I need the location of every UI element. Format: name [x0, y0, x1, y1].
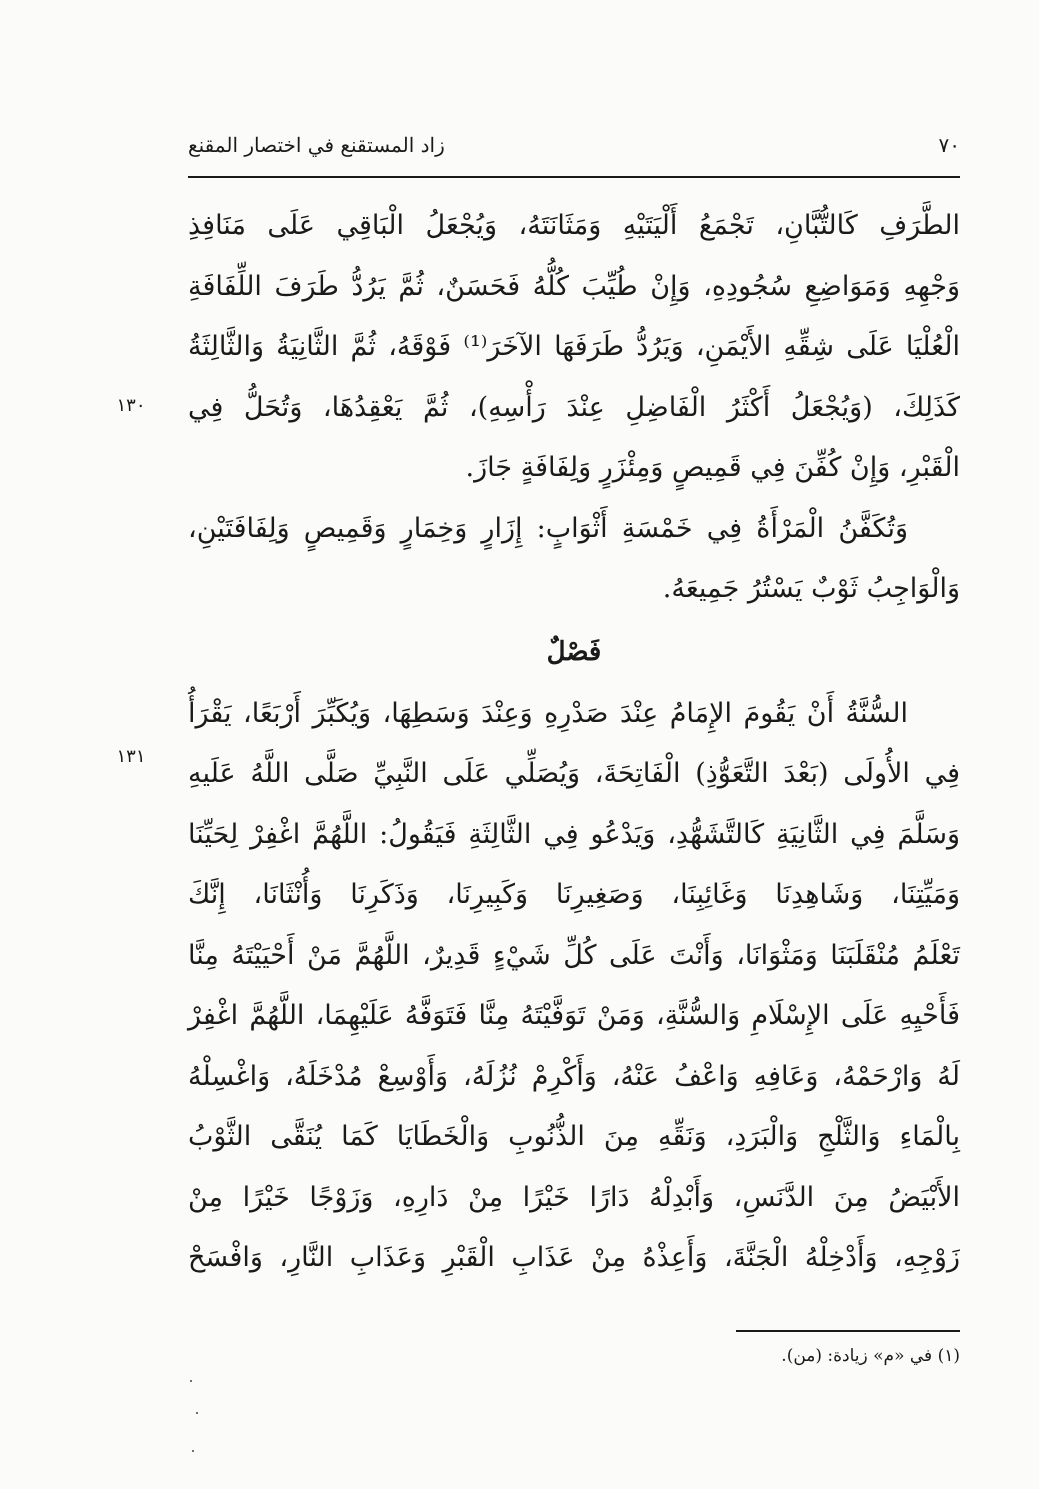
section-heading: فَصْلٌ: [546, 636, 602, 667]
footnote: (١) في «م» زيادة: (من).: [781, 1346, 960, 1366]
text-line: الْقَبْرِ، وَإِنْ كُفِّنَ فِي قَمِيصٍ وَمِئْزَرٍ وَلِفَافَةٍ جَازَ.: [465, 452, 960, 483]
scan-speck: [196, 1412, 198, 1414]
main-text: [188, 196, 960, 1289]
text-line: كَذَلِكَ، (وَيُجْعَلُ أَكْثَرُ الْفَاضِلِ عِنْدَ رَأْسِهِ)، ثُمَّ يَعْقِدُهَا، وَتُحَلُّ فِي: [188, 391, 960, 423]
text-line: فَأَحْيِهِ عَلَى الإِسْلَامِ وَالسُّنَّةِ، وَمَنْ تَوَفَّيْتَهُ مِنَّا فَتَوَفَّهُ عَلَيْهِمَا، اللَّهُمَّ اغْفِرْ: [188, 1000, 960, 1031]
text-line: لَهُ وَارْحَمْهُ، وَعَافِهِ وَاعْفُ عَنْهُ، وَأَكْرِمْ نُزُلَهُ، وَأَوْسِعْ مُدْخَلَهُ، وَاغْسِلْهُ: [188, 1060, 960, 1092]
page-number: ٧٠: [938, 133, 960, 157]
text-line: فِي الأُولَى (بَعْدَ التَّعَوُّذِ) الْفَاتِحَةَ، وَيُصَلِّي عَلَى النَّبِيِّ صَلَّى اللَّهُ عَلَيهِ: [188, 758, 960, 789]
text-line: وَتُكَفَّنُ الْمَرْأَةُ فِي خَمْسَةِ أَثْوَابٍ: إِزَارٍ وَخِمَارٍ وَقَمِيصٍ وَلِفَافَتَيْنِ،: [188, 512, 908, 544]
text-line: وَمَيِّتِنَا، وَشَاهِدِنَا وَغَائِبِنَا، وَصَغِيرِنَا وَكَبِيرِنَا، وَذَكَرِنَا وَأُنْثَانَا، إِنَّكَ: [188, 879, 960, 910]
text-line: الطَّرَفِ كَالتُّبَّانِ، تَجْمَعُ أَلْيَتَيْهِ وَمَثَانَتَهُ، وَيُجْعَلُ الْبَاقِي عَلَى مَنَافِذِ: [188, 210, 960, 241]
text-line: بِالْمَاءِ وَالثَّلْجِ وَالْبَرَدِ، وَنَقِّهِ مِنَ الذُّنُوبِ وَالْخَطَايَا كَمَا يُنَقَّى الثَّوْبُ: [188, 1121, 960, 1152]
scan-speck: [190, 1380, 192, 1382]
scan-speck: [192, 1450, 194, 1452]
text-line: الأَبْيَضُ مِنَ الدَّنَسِ، وَأَبْدِلْهُ دَارًا خَيْرًا مِنْ دَارِهِ، وَزَوْجًا خَيْرًا مِنْ: [188, 1181, 960, 1213]
text-line: تَعْلَمُ مُنْقَلَبَنَا وَمَثْوَانَا، وَأَنْتَ عَلَى كُلِّ شَيْءٍ قَدِيرٌ، اللَّهُمَّ مَنْ أَحْيَيْتَهُ مِنَّا: [188, 939, 960, 971]
header-rule: [188, 176, 960, 178]
text-line: وَجْهِهِ وَمَوَاضِعِ سُجُودِهِ، وَإِنْ طُيِّبَ كُلُّهُ فَحَسَنٌ، ثُمَّ يَرُدُّ طَرَفَ اللِّفَافَةِ: [188, 270, 960, 302]
text-line: الْعُلْيَا عَلَى شِقِّهِ الأَيْمَنِ، وَيَرُدُّ طَرَفَهَا الآخَرَ⁽¹⁾ فَوْقَهُ، ثُمَّ الثَّانِيَةُ وَالثَّالِثَةُ: [188, 331, 960, 362]
running-title: زاد المستقنع في اختصار المقنع: [188, 133, 445, 157]
text-line: زَوْجِهِ، وَأَدْخِلْهُ الْجَنَّةَ، وَأَعِذْهُ مِنْ عَذَابِ الْقَبْرِ وَعَذَابِ النَّارِ، وَافْسَحْ: [188, 1242, 960, 1273]
text-line: وَالْوَاجِبُ ثَوْبٌ يَسْتُرُ جَمِيعَهُ.: [662, 573, 960, 604]
page-header: [188, 128, 960, 162]
margin-line-number: ١٣٠: [116, 395, 146, 416]
footnote-rule: [736, 1330, 960, 1332]
margin-line-number: ١٣١: [116, 746, 146, 767]
text-line: السُّنَّةُ أَنْ يَقُومَ الإِمَامُ عِنْدَ صَدْرِهِ وَعِنْدَ وَسَطِهَا، وَيُكَبِّرَ أَرْبَعًا، يَقْرَأُ: [188, 697, 908, 729]
text-line: وَسَلَّمَ فِي الثَّانِيَةِ كَالتَّشَهُّدِ، وَيَدْعُو فِي الثَّالِثَةِ فَيَقُولُ: اللَّهُمَّ اغْفِرْ لِحَيِّنَا: [188, 818, 960, 850]
